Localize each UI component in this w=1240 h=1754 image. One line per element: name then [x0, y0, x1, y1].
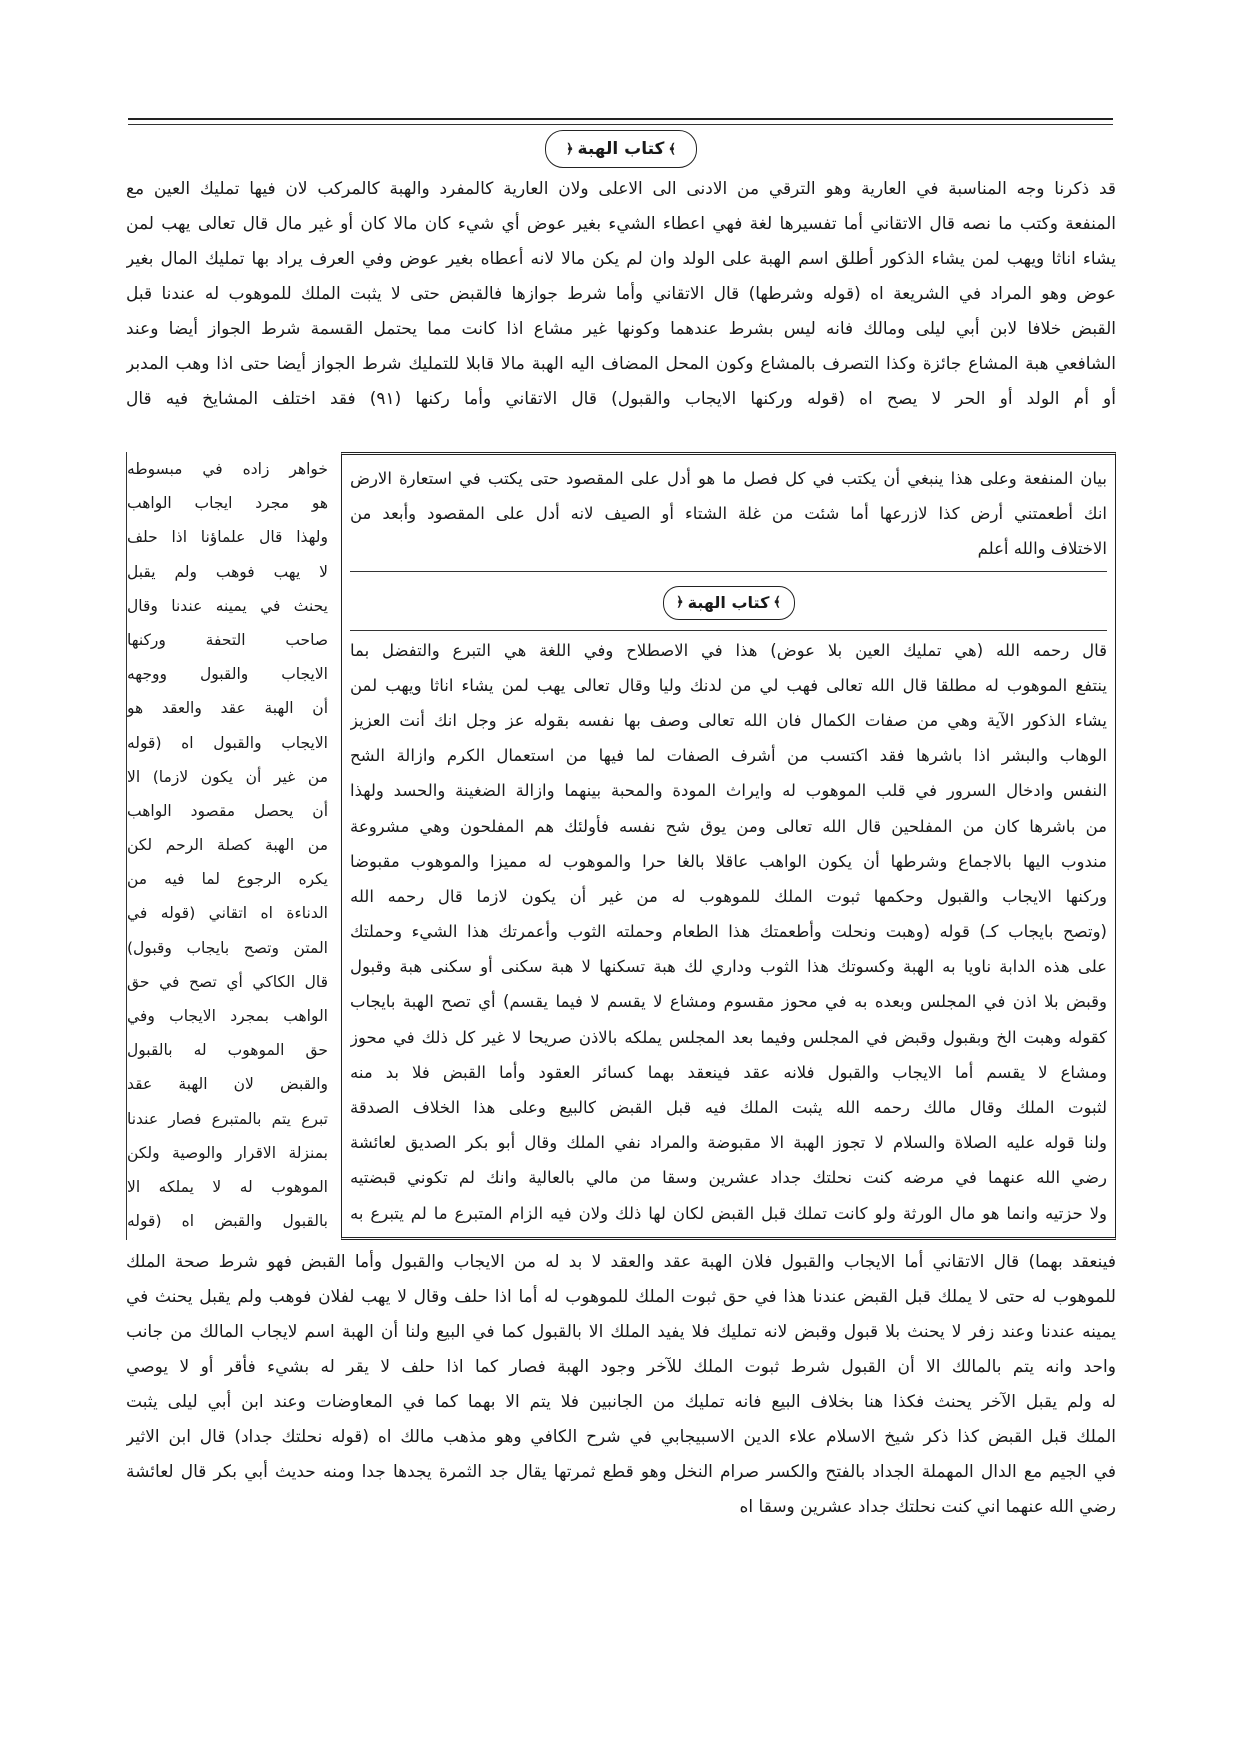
margin-line: يحنث في يمينه عندنا وقال: [127, 596, 328, 615]
main-line: ولنا قوله عليه الصلاة والسلام لا تجوز الهبة الا مقبوضة والمراد نفي الملك وقال أبو بكر الصديق لعائشة: [350, 1133, 1107, 1153]
margin-line: ولهذا قال علماؤنا اذا حلف: [127, 528, 328, 547]
main-line: لثبوت الملك وقال مالك رحمه الله يثبت الملك فيه قبل القبض كالبيع وعلى هذا الخلاف الصدقة: [350, 1098, 1107, 1117]
margin-line: من غير أن يكون لازما) الا: [127, 767, 328, 786]
margin-line: من الهبة كصلة الرحم لكن: [127, 836, 328, 855]
margin-line: المتن وتصح بايجاب وقبول): [127, 938, 328, 957]
text-line: القبض خلافا لابن أبي ليلى ومالك فانه ليس بشرط عندهما وكونها غير مشاع اذا كانت مما يحتمل القسمة شرط الجواز أيضا وعند: [126, 319, 1116, 339]
section-title-cartouche: [663, 586, 795, 620]
margin-line: هو مجرد ايجاب الواهب: [127, 494, 328, 513]
main-line: الوهاب والبشر اذا باشرها فقد اكتسب من أشرف الصفات لما فيها من استعمال الكرم وازالة الشح: [350, 746, 1107, 766]
section-divider: [350, 630, 1107, 631]
margin-line: الدناءة اه اتقاني (قوله في: [127, 904, 328, 923]
main-line: كقوله وهبت الخ وبقبول وقبض في المجلس وفيما بعد المجلس يملكه بالاذن صريحا لا غير كل ذلك في محوز: [350, 1027, 1107, 1047]
margin-line: والقبض لان الهبة عقد: [127, 1075, 328, 1094]
text-line: الشافعي هبة المشاع جائزة وكذا التصرف بالمشاع وكون المحل المضاف اليه الهبة مالا قابلا للتمليك شرط الجواز أيضا حتى اذا وهب المدبر: [126, 354, 1116, 374]
text-line: واحد وانه يتم بالمالك الا أن القبول شرط ثبوت الملك للآخر وجود الهبة فصار كما اذا حلف لا يقر له بشيء فأقر أو لا يوصي: [126, 1357, 1116, 1377]
margin-line: الايجاب والقبول ووجهه: [127, 665, 328, 684]
main-line: مندوب اليها بالاجماع وشرطها أن يكون الواهب عاقلا بالغا حرا والموهوب له مميزا والموهوب مقبوضا: [350, 851, 1107, 871]
main-line: وركنها الايجاب والقبول وحكمها ثبوت الملك للموهوب له من غير أن يكون لازما قال رحمه الله: [350, 886, 1107, 906]
main-text-frame: [341, 452, 1116, 1240]
main-line: ومشاع لا يقسم أما الايجاب والقبول فلانه عقد فينعقد بهما كسائر العقود وأما القبض فلا بد منه: [350, 1062, 1107, 1082]
main-line: قال رحمه الله (هي تمليك العين بلا عوض) هذا في الاصطلاح وفي اللغة هي التبرع والتفضل بما: [350, 640, 1107, 660]
margin-line: خواهر زاده في مبسوطه: [127, 460, 328, 478]
text-line: له ولم يقبل الآخر يحنث فكذا هنا بخلاف البيع فانه تمليك من الجانبين فلا يتم الا بهما كما في المعاوضات وعند ابن أبي ليلى يثبت: [126, 1392, 1116, 1412]
margin-line: قال الكاكي أي تصح في حق: [127, 972, 328, 991]
margin-line: صاحب التحفة وركنها: [127, 630, 328, 649]
margin-commentary-column: [126, 452, 332, 1240]
text-line: عوض وهو المراد في الشريعة اه (قوله وشرطها) قال الاتقاني وأما شرط جوازها فالقبض حتى لا يثبت الملك للموهوب له عندنا قبل: [126, 284, 1116, 304]
main-line: النفس وادخال السرور في قلب الموهوب له وايراث المودة والمحبة بينهما وازالة الضغينة والحسد ولهذا: [350, 781, 1107, 801]
text-line: رضي الله عنهما اني كنت نحلتك جداد عشرين وسقا اه: [739, 1497, 1116, 1517]
ornament-right: ﴾: [773, 595, 782, 611]
margin-line: بالقبول والقبض اه (قوله: [127, 1212, 328, 1231]
margin-line: حق الموهوب له بالقبول: [127, 1041, 328, 1060]
text-line: المنفعة وكتب ما نصه قال الاتقاني أما تفسيرها لغة فهي اعطاء الشيء بغير عوض أي شيء كان مالا كان أو غير مال قال تعالى يهب لمن: [126, 214, 1116, 234]
section-title: كتاب الهبة: [687, 593, 770, 613]
margin-line: أن يحصل مقصود الواهب: [127, 801, 328, 820]
main-line: ولا حزتيه وانما هو مال الورثة ولو كانت تملك قبل القبض لكان لها ذلك ولان فيه الزام المتبرع ما لم يتبرع به: [350, 1203, 1107, 1223]
margin-line: لا يهب فوهب ولم يقبل: [127, 562, 328, 581]
main-line: الاختلاف والله أعلم: [977, 539, 1107, 559]
margin-line: الايجاب والقبول اه (قوله: [127, 733, 328, 752]
top-rule: [128, 118, 1113, 120]
main-line: وقبض بلا اذن في المجلس وبعده به في محوز مقسوم ومشاع لا يقسم لا فيما يقسم) أي تصح الهبة بايجاب: [350, 992, 1107, 1012]
text-line: يشاء اناثا ويهب لمن يشاء الذكور أطلق اسم الهبة على الولد وان لم يكن مالا لانه أعطاه بغير عوض وفي العرف يراد بها تمليك المال بغير: [126, 249, 1116, 269]
margin-line: تبرع يتم بالمتبرع فصار عندنا: [127, 1109, 328, 1128]
main-line: ينتفع الموهوب له مطلقا قال الله تعالى فهب لي من لدنك وليا وقال تعالى يهب لمن يشاء اناثا ويهب لمن: [350, 675, 1107, 695]
ornament-left: ﴿: [675, 595, 684, 611]
main-line: من باشرها كان من المفلحين قال الله تعالى ومن يوق شح نفسه فأولئك هم المفلحون وهي مشروعة: [350, 816, 1107, 836]
commentary-bottom-block: [126, 1245, 1116, 1565]
text-line: أو أم الولد أو الحر لا يصح اه (قوله وركنها الايجاب والقبول) قال الاتقاني وأما ركنها (٩١) فقد اختلف المشايخ فيه قال: [126, 389, 1116, 409]
text-line: فينعقد بهما) قال الاتقاني أما الايجاب والقبول فلان الهبة عقد والعقد لا بد له من الايجاب والقبول وأما القبض فهو شرط صحة الملك: [126, 1252, 1116, 1272]
main-line: انك أطعمتني أرض كذا لازرعها أما شئت من غلة الشتاء أو الصيف لانه أدل على المقصود وأبعد من: [350, 504, 1107, 524]
page-header-title-cartouche: [545, 130, 697, 168]
margin-line: الواهب بمجرد الايجاب وفي: [127, 1007, 328, 1025]
margin-line: أن الهبة عقد والعقد هو: [127, 699, 328, 718]
main-line: بيان المنفعة وعلى هذا ينبغي أن يكتب في كل فصل ما هو أدل على المقصود حتى يكتب في استعارة الارض: [350, 469, 1107, 488]
section-divider: [350, 571, 1107, 572]
main-line: (وتصح بايجاب كـ) قوله (وهبت ونحلت وأطعمتك هذا الطعام وحملته الثوب وأعمرتك هذا الشيء وحملتك: [350, 922, 1107, 942]
main-line: يشاء الذكور الآية وهي من صفات الكمال فان الله تعالى وصف بها نفسه بقوله عز وجل انك أنت العزيز: [350, 710, 1107, 730]
page-header-title: كتاب الهبة: [577, 139, 665, 159]
text-line: للموهوب له حتى لا يملك قبل القبض عندنا هذا في حق ثبوت الملك للموهوب له أما اذا حلف وقال لا يهب لفلان فوهب ولم يقبل يحنث في: [126, 1287, 1116, 1307]
text-line: قد ذكرنا وجه المناسبة في العارية وهو الترقي من الادنى الى الاعلى ولان العارية كالمفرد والهبة كالمركب لان فيها تمليك العين مع: [126, 179, 1116, 199]
main-line: رضي الله عنهما في مرضه كنت نحلتك جداد عشرين وسقا من مالي بالعالية وانك لم تكوني قبضتيه: [350, 1168, 1107, 1188]
commentary-top-block: [126, 172, 1116, 452]
text-line: في الجيم مع الدال المهملة الجداد بالفتح والكسر صرام النخل وهو قطع ثمرتها يقال جد الثمرة يجدها جدا ومنه حديث أبي بكر قال لعائشة: [126, 1462, 1116, 1482]
top-rule-thin: [128, 124, 1113, 125]
main-line: على هذه الدابة ناويا به الهبة وكسوتك هذا الثوب وداري لك هبة تسكنها لا هبة سكنى أو سكنى هبة وقبول: [350, 957, 1107, 977]
margin-line: الموهوب له لا يملكه الا: [127, 1177, 328, 1196]
ornament-left: ﴿: [565, 141, 574, 157]
text-line: يمينه عندنا وعند زفر لا يحنث بلا قبول وقبض لانه تمليك فلا يفيد الملك الا بالقبول كما في البيع ولنا أن الهبة اسم لايجاب المالك من جانب: [126, 1322, 1116, 1342]
margin-line: بمنزلة الاقرار والوصية ولكن: [127, 1143, 328, 1162]
text-line: الملك قبل القبض كذا ذكر شيخ الاسلام علاء الدين الاسبيجابي في شرح الكافي وهو مذهب مالك اه (قوله نحلتك جداد) قال ابن الاثير: [126, 1427, 1116, 1447]
margin-line: يكره الرجوع لما فيه من: [127, 870, 328, 889]
ornament-right: ﴾: [668, 141, 677, 157]
